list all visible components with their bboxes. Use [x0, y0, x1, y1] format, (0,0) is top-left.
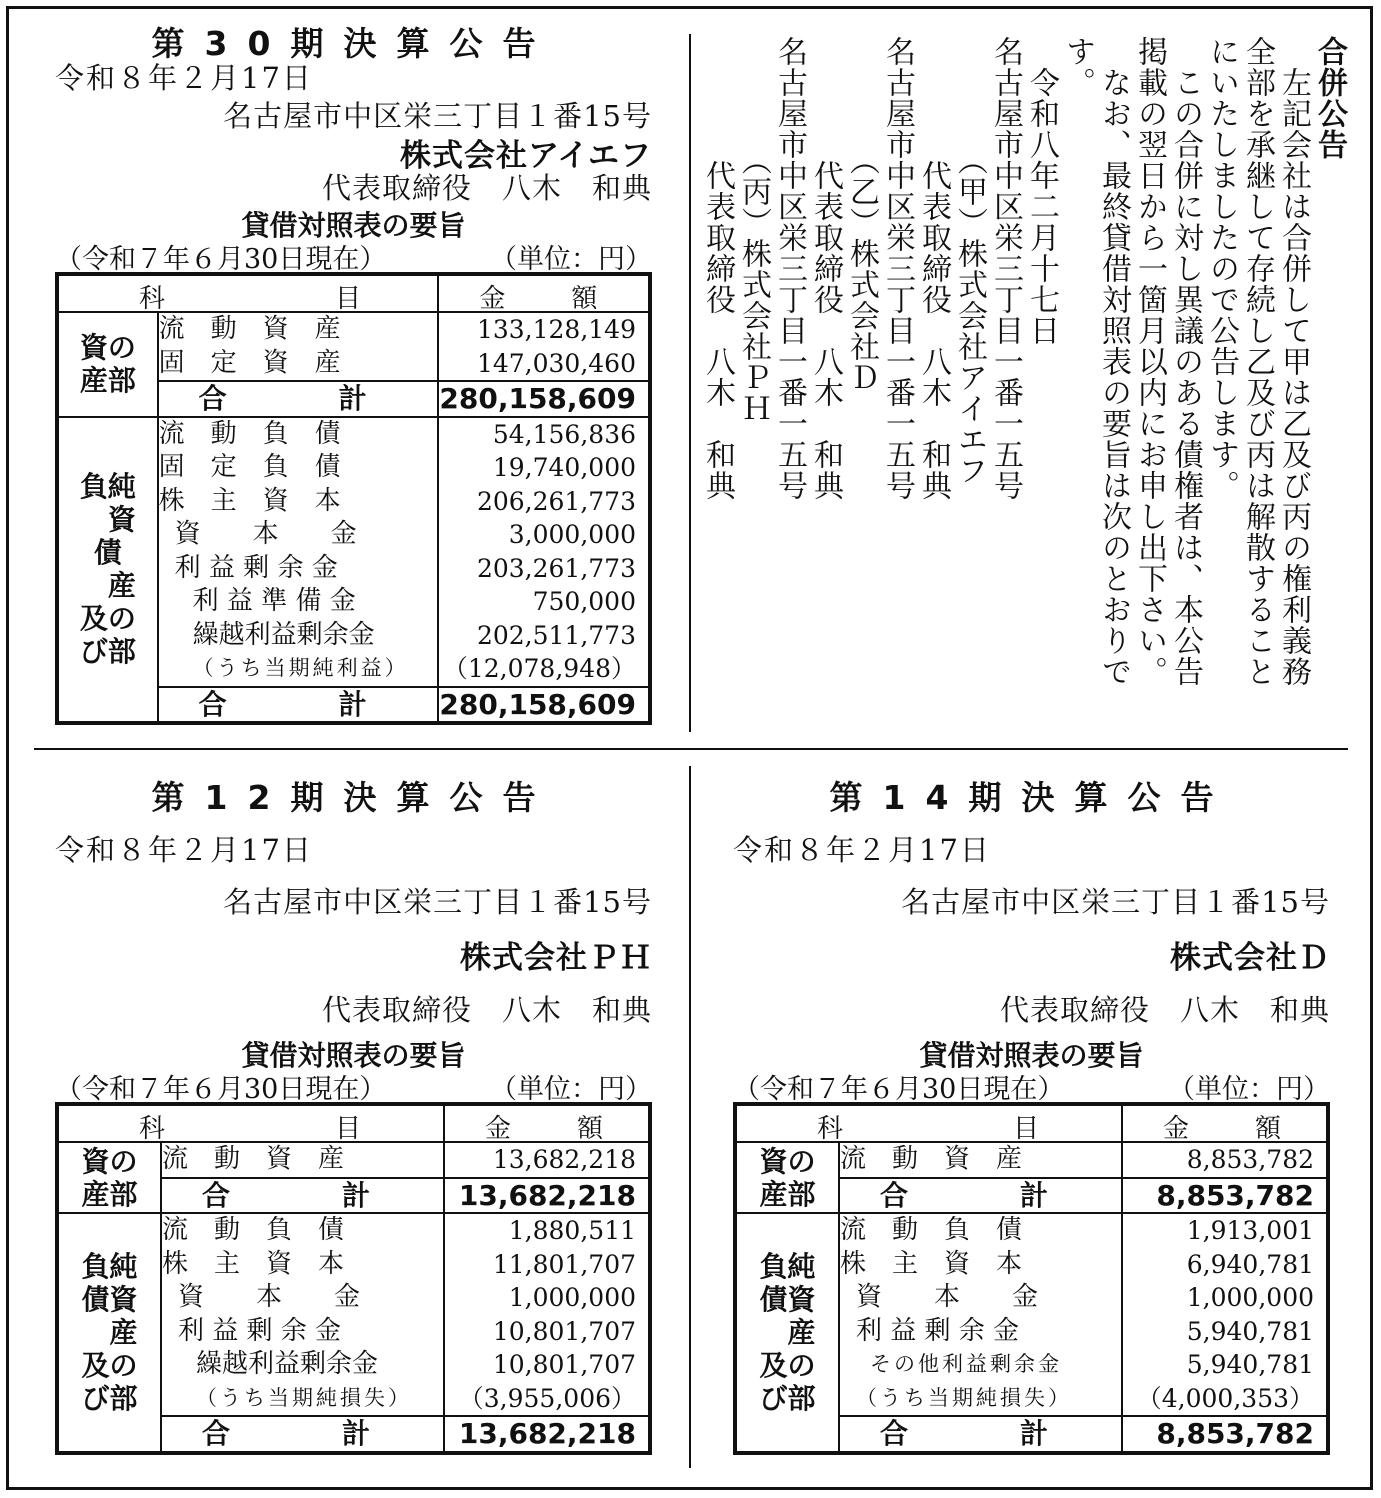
merger-notice-line: 令和八年二月十七日 — [1024, 36, 1059, 346]
notice-date: 令和８年２月17日 — [55, 61, 313, 95]
bs-unit: （単位：円） — [490, 244, 652, 275]
balance-sheet-table — [55, 272, 652, 725]
merger-notice-line: 全部を承継して存続し乙及び丙は解散すること — [1240, 36, 1275, 687]
merger-notice-line: なお、最終貸借対照表の要旨は次のとおりで — [1096, 36, 1131, 687]
row-value: 11,801,707 — [492, 1249, 636, 1279]
merger-notice-line: 掲載の翌日から一箇月以内にお申し出下さい。 — [1132, 36, 1167, 687]
bs-unit: （単位：円） — [490, 1074, 652, 1105]
header-item-label: 科 — [139, 1114, 166, 1144]
row-label: 流 動 負 債 — [162, 1215, 345, 1245]
merger-notice-line: 名古屋市中区栄三丁目一番一五号 — [772, 36, 807, 501]
row-label: 株 主 資 本 — [162, 1248, 345, 1279]
row-value: 1,000,000 — [1186, 1283, 1314, 1312]
row-label: 流 動 資 産 — [840, 1144, 1023, 1174]
header-item-label: 科 — [817, 1114, 844, 1144]
total-value: 13,682,218 — [458, 1178, 636, 1212]
table-header — [57, 1104, 650, 1142]
row-label: （うち当期純損失） — [196, 1385, 412, 1410]
notice-panel-d — [733, 770, 1330, 1470]
row-value: 19,740,000 — [492, 453, 636, 482]
row-value: 750,000 — [532, 587, 636, 616]
representative: 代表取締役 八木 和典 — [999, 993, 1330, 1027]
row-value: （12,078,948） — [442, 654, 636, 683]
merger-notice-line: 名古屋市中区栄三丁目一番一五号 — [880, 36, 915, 501]
merger-notice-line: にいたしましたので公告します。 — [1204, 36, 1239, 501]
representative: 代表取締役 八木 和典 — [321, 171, 652, 205]
total-value: 8,853,782 — [1156, 1417, 1314, 1450]
notice-date: 令和８年２月17日 — [733, 833, 991, 867]
table-header — [57, 274, 650, 312]
row-value: 5,940,781 — [1186, 1350, 1314, 1379]
merger-notice-line: 代表取締役 八木 和典 — [700, 36, 735, 501]
merger-notice-line: （丙）株式会社ＰＨ — [736, 36, 771, 424]
row-value: （3,955,006） — [458, 1383, 636, 1413]
divider-top — [689, 34, 691, 732]
liabilities-section-label: 負純 資 債 産 及の び部 — [57, 417, 158, 724]
bs-period: （令和７年６月30日現在） — [55, 1074, 387, 1105]
header-amount-label: 金 — [485, 1114, 512, 1144]
company-address: 名古屋市中区栄三丁目１番15号 — [901, 885, 1330, 919]
assets-section-label: 資の 産部 — [57, 1142, 161, 1213]
header-item-label-2: 目 — [335, 1114, 362, 1144]
merger-notice-line: す。 — [1060, 36, 1095, 98]
notice-panel-ie — [55, 14, 652, 734]
row-label: 利 益 剰 余 金 — [174, 552, 338, 583]
total-value: 13,682,218 — [458, 1417, 636, 1450]
merger-notice-line: 左記会社は合併して甲は乙及び丙の権利義務 — [1276, 36, 1311, 687]
row-value: 10,801,707 — [492, 1350, 636, 1379]
merger-notice-line: 名古屋市中区栄三丁目一番一五号 — [988, 36, 1023, 501]
row-label: 流 動 負 債 — [840, 1215, 1023, 1245]
notice-date: 令和８年２月17日 — [55, 833, 313, 867]
row-value: 147,030,460 — [476, 348, 636, 378]
row-value: 5,940,781 — [1186, 1316, 1314, 1346]
total-value: 8,853,782 — [1156, 1178, 1314, 1212]
bs-period: （令和７年６月30日現在） — [55, 244, 387, 275]
assets-section-label: 資の 産部 — [735, 1142, 839, 1213]
header-amount-label-2: 額 — [1255, 1114, 1282, 1144]
liabilities-section-label: 負純 債資 産 及の び部 — [57, 1213, 161, 1453]
total-label: 合 計 — [202, 1417, 371, 1450]
row-value: 8,853,782 — [1186, 1145, 1314, 1174]
company-name: 株式会社アイエフ — [400, 138, 652, 174]
row-label: 流 動 負 債 — [158, 418, 341, 449]
merger-notice-line: （甲）株式会社アイエフ — [952, 36, 987, 486]
row-value: 206,261,773 — [476, 486, 636, 516]
row-value: 1,913,001 — [1186, 1216, 1314, 1245]
header-item-label-2: 目 — [335, 284, 362, 314]
balance-sheet-table — [733, 1102, 1330, 1455]
divider-bottom — [689, 766, 691, 1468]
bs-period: （令和７年６月30日現在） — [733, 1074, 1065, 1105]
row-label: 繰越利益剰余金 — [196, 1349, 379, 1379]
row-label: 資 本 金 — [174, 519, 357, 549]
header-item-label: 科 — [139, 284, 166, 314]
total-value: 280,158,609 — [439, 687, 636, 721]
row-label: 固 定 資 産 — [158, 347, 341, 378]
notice-panel-ph — [55, 770, 652, 1470]
company-name: 株式会社Ｄ — [1170, 940, 1330, 976]
header-amount-label-2: 額 — [571, 284, 598, 314]
total-label: 合 計 — [198, 687, 367, 721]
row-value: 13,682,218 — [492, 1145, 636, 1174]
row-value: 202,511,773 — [476, 620, 636, 650]
total-label: 合 計 — [198, 382, 367, 415]
row-value: 54,156,836 — [492, 419, 636, 449]
total-value: 280,158,609 — [439, 382, 636, 415]
merger-notice — [699, 36, 1347, 736]
total-label: 合 計 — [880, 1417, 1049, 1450]
liabilities-section-label: 負純 債資 産 及の び部 — [735, 1213, 839, 1453]
header-amount-label: 金 — [479, 284, 506, 314]
representative: 代表取締役 八木 和典 — [321, 993, 652, 1027]
header-item-label-2: 目 — [1013, 1114, 1040, 1144]
assets-section-label: 資の 産部 — [57, 312, 158, 417]
header-amount-label-2: 額 — [577, 1114, 604, 1144]
company-address: 名古屋市中区栄三丁目１番15号 — [223, 99, 652, 133]
row-label: 繰越利益剰余金 — [192, 619, 375, 650]
row-label: その他利益剰余金 — [870, 1352, 1062, 1376]
row-value: 1,000,000 — [508, 1283, 636, 1312]
bs-unit: （単位：円） — [1168, 1074, 1330, 1105]
balance-sheet-table — [55, 1102, 652, 1455]
row-value: 1,880,511 — [508, 1216, 636, 1245]
row-label: 株 主 資 本 — [158, 485, 341, 516]
notice-title: 第30期決算公告 — [151, 24, 556, 63]
header-amount-label: 金 — [1163, 1114, 1190, 1144]
bs-title: 貸借対照表の要旨 — [241, 1039, 466, 1072]
divider-middle — [34, 748, 1348, 750]
bs-title: 貸借対照表の要旨 — [919, 1039, 1144, 1072]
notice-title: 第14期決算公告 — [829, 778, 1234, 817]
merger-notice-line: （乙）株式会社Ｄ — [844, 36, 879, 393]
row-label: （うち当期純利益） — [192, 656, 409, 680]
company-address: 名古屋市中区栄三丁目１番15号 — [223, 885, 652, 919]
row-value: 10,801,707 — [492, 1316, 636, 1346]
table-header — [735, 1104, 1328, 1142]
row-value: 133,128,149 — [476, 315, 636, 344]
bs-title: 貸借対照表の要旨 — [241, 209, 466, 242]
row-label: 資 本 金 — [178, 1282, 361, 1312]
merger-notice-line: 代表取締役 八木 和典 — [808, 36, 843, 501]
row-label: 利 益 剰 余 金 — [178, 1315, 342, 1346]
row-label: 利 益 準 備 金 — [192, 586, 356, 616]
total-label: 合 計 — [202, 1178, 371, 1212]
row-label: （うち当期純損失） — [856, 1385, 1072, 1410]
row-label: 流 動 資 産 — [158, 314, 341, 344]
row-label: 株 主 資 本 — [840, 1248, 1023, 1279]
total-label: 合 計 — [880, 1178, 1049, 1212]
merger-notice-line: 代表取締役 八木 和典 — [916, 36, 951, 501]
row-label: 流 動 資 産 — [162, 1144, 345, 1174]
row-value: 203,261,773 — [476, 553, 636, 583]
notice-title: 第12期決算公告 — [151, 778, 556, 817]
row-label: 固 定 負 債 — [158, 452, 341, 482]
row-value: （4,000,353） — [1136, 1383, 1314, 1413]
row-value: 6,940,781 — [1186, 1249, 1314, 1279]
row-label: 資 本 金 — [856, 1282, 1039, 1312]
row-value: 3,000,000 — [508, 520, 636, 549]
company-name: 株式会社ＰＨ — [460, 940, 652, 976]
row-label: 利 益 剰 余 金 — [856, 1315, 1020, 1346]
merger-notice-line: この合併に対し異議のある債権者は、本公告 — [1168, 36, 1203, 687]
merger-notice-heading: 合併公告 — [1312, 36, 1347, 160]
